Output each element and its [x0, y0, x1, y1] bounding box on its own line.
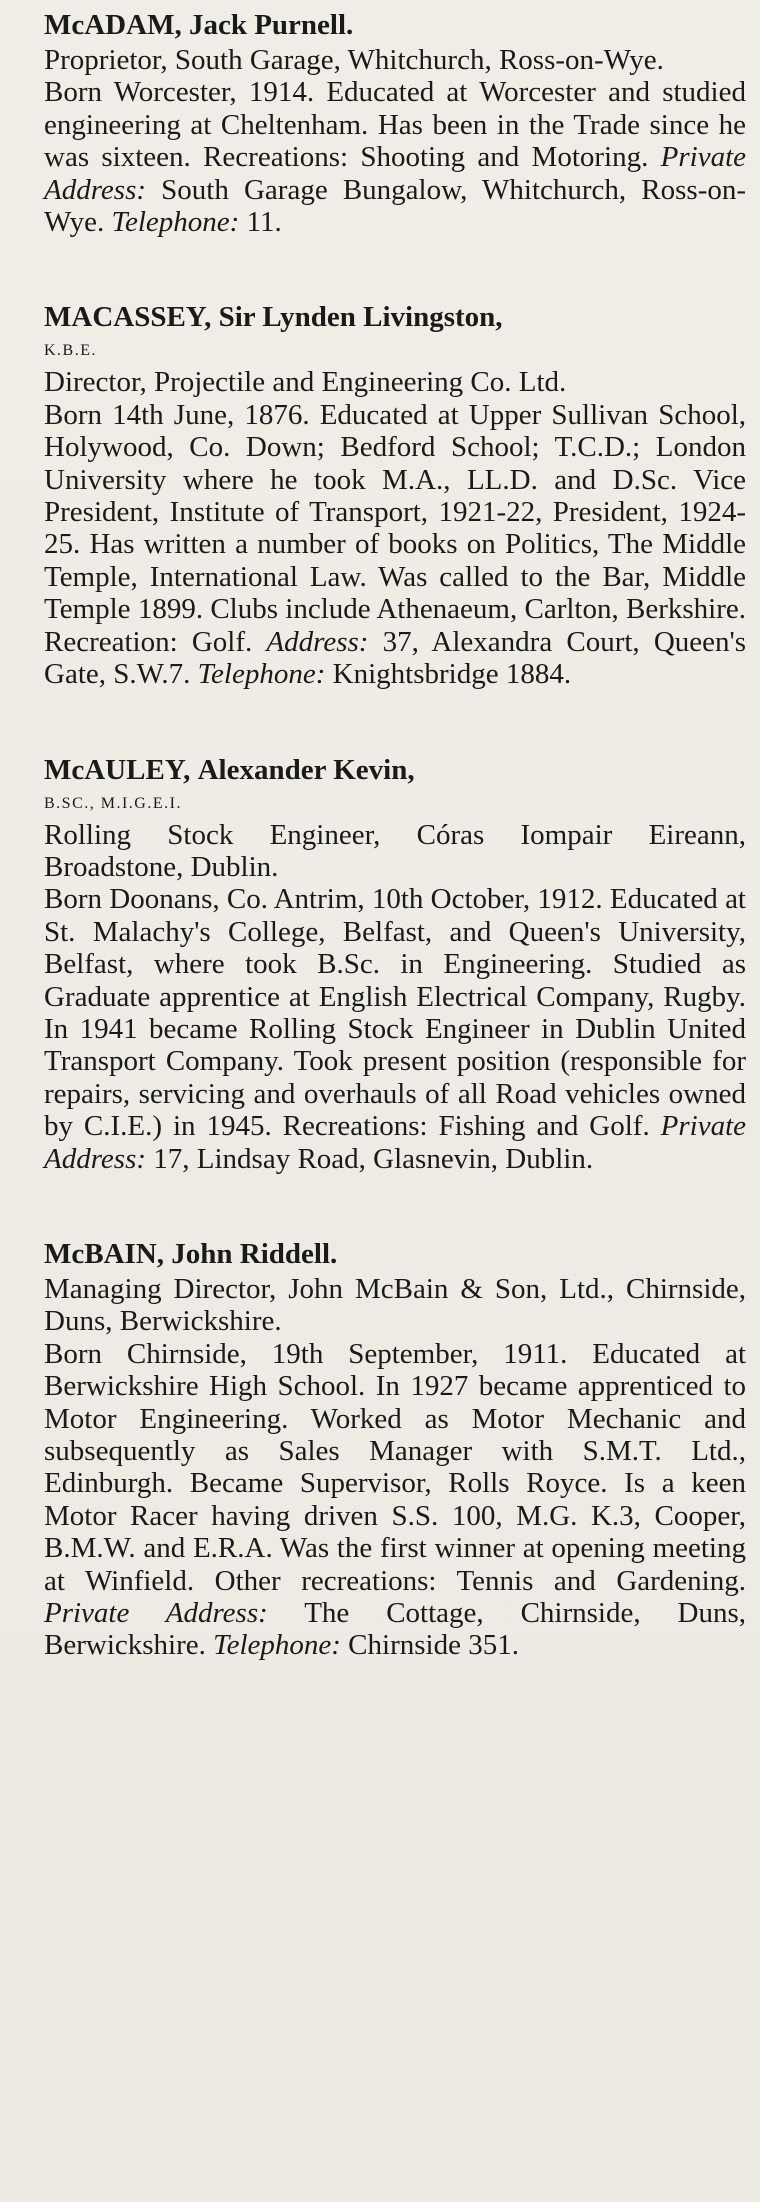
address-text: 37, Alexandra Court, Queen's Gate, S.W.7. [44, 625, 747, 691]
telephone-text: Knightsbridge 1884. [332, 658, 572, 691]
entry-given-names: Alexander Kevin, [197, 753, 415, 786]
address-label: Private Address: [44, 1597, 268, 1630]
telephone-label: Telephone: [213, 1629, 341, 1662]
entry-biography [44, 1338, 746, 1662]
entry-position: Rolling Stock Engineer, Córas Iompair Eireann, Broadstone, Dublin. [44, 818, 746, 883]
telephone-text: Chirnside 351. [348, 1629, 519, 1662]
entry-surname: MACASSEY, [44, 301, 212, 334]
address-label: Private Address: [44, 141, 746, 206]
entry-name [44, 1235, 746, 1273]
address-label: Private Address: [44, 1110, 746, 1175]
entry-biography [44, 399, 746, 691]
entry-name [44, 751, 746, 789]
entry-mcbain [44, 1235, 746, 1662]
entry-honours: B.SC., M.I.G.E.I. [44, 794, 182, 812]
address-text: South Garage Bungalow, Whitchurch, Ross-on-Wye. [44, 173, 747, 239]
entry-given-names: Sir Lynden Livingston, [218, 301, 503, 334]
address-text: The Cottage, Chirnside, Duns, Berwickshire. [44, 1597, 746, 1662]
entry-given-names: Jack Purnell. [188, 9, 354, 41]
telephone-text: 11. [246, 206, 282, 239]
entry-surname: McADAM, [44, 9, 182, 41]
entry-position: Managing Director, John McBain & Son, Ltd., Chirnside, Duns, Berwickshire. [44, 1272, 746, 1338]
telephone-label: Telephone: [111, 206, 240, 239]
entry-mcauley [44, 751, 746, 1175]
address-text: 17, Lindsay Road, Glasnevin, Dublin. [153, 1142, 594, 1175]
entry-name [44, 6, 746, 44]
entry-biography [44, 76, 746, 238]
address-label: Address: [266, 625, 369, 658]
entry-macassey [44, 298, 746, 690]
entry-position: Director, Projectile and Engineering Co. Ltd. [44, 366, 567, 399]
entry-biography [44, 883, 746, 1175]
entry-mcadam [44, 6, 746, 238]
entry-name [44, 298, 746, 336]
entry-biography-text: Born Doonans, Co. Antrim, 10th October, 1912. Educated at St. Malachy's College, Belfast, and Queen's University, Belfast, where took B.Sc. in Engineering. Studied as Graduate apprentice at English Electrical Company, Rugby. In 1941 became Rolling Stock Engineer in Dublin United Transport Company. Took present position (responsible for repairs, servicing and overhauls of all Road vehicles owned by C.I.E.) in 1945. Recreations: Fishing and Golf. [44, 883, 746, 1143]
entry-surname: McBAIN, [44, 1237, 165, 1270]
entry-honours: K.B.E. [44, 342, 97, 360]
entry-biography-text: Born 14th June, 1876. Educated at Upper Sullivan School, Holywood, Co. Down; Bedford School; T.C.D.; London University where he took M.A., LL.D. and D.Sc. Vice President, Institute of Transport, 1921-22, President, 1924-25. Has written a number of books on Politics, The Middle Temple, International Law. Was called to the Bar, Middle Temple 1899. Clubs include Athenaeum, Carlton, Berkshire. Recreation: Golf. [44, 398, 746, 658]
entry-biography-text: Born Worcester, 1914. Educated at Worcester and studied engineering at Cheltenham. Has been in the Trade since he was sixteen. Recreations: Shooting and Motoring. [44, 76, 746, 174]
entry-surname: McAULEY, [44, 753, 191, 786]
entry-position: Proprietor, South Garage, Whitchurch, Ross-on-Wye. [44, 44, 664, 76]
telephone-label: Telephone: [197, 658, 326, 691]
entry-given-names: John Riddell. [171, 1237, 338, 1270]
entry-biography-text: Born Chirnside, 19th September, 1911. Educated at Berwickshire High School. In 1927 became apprenticed to Motor Engineering. Worked as Motor Mechanic and subsequently as Sales Manager with S.M.T. Ltd., Edinburgh. Became Supervisor, Rolls Royce. Is a keen Motor Racer having driven S.S. 100, M.G. K.3, Cooper, B.M.W. and E.R.A. Was the first winner at opening meeting at Winfield. Other recreations: Tennis and Gardening. [44, 1337, 746, 1597]
